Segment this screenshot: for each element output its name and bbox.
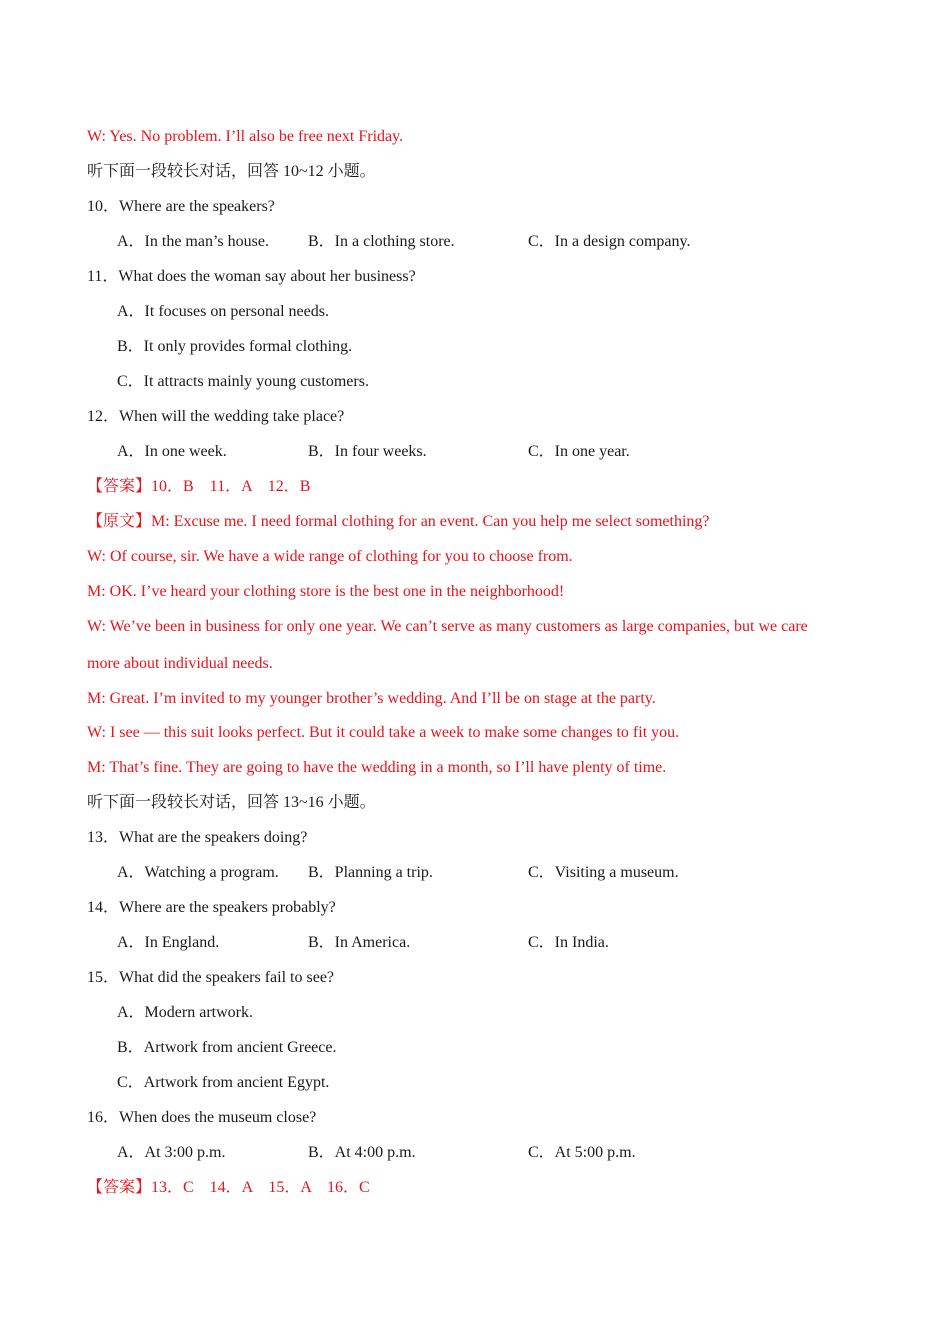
q14-option-a: A．In England. <box>117 934 220 951</box>
transcript-line: M: OK. I’ve heard your clothing store is the best one in the neighborhood! <box>87 583 565 600</box>
q11-option-b: B．It only provides formal clothing. <box>117 338 353 355</box>
question-13-stem: 13．What are the speakers doing? <box>87 829 308 846</box>
transcript-line: 【原文】M: Excuse me. I need formal clothing for an event. Can you help me select something? <box>87 513 710 530</box>
q14-option-c: C．In India. <box>528 934 609 951</box>
section-instruction: 听下面一段较长对话，回答 10~12 小题。 <box>87 163 376 180</box>
transcript-line: W: We’ve been in business for only one year. We can’t serve as many customers as large companies, but we care <box>87 618 808 635</box>
q15-option-c: C．Artwork from ancient Egypt. <box>117 1074 330 1091</box>
answer-key: 【答案】10．B 11．A 12．B <box>87 478 311 495</box>
q12-option-a: A．In one week. <box>117 443 227 460</box>
q12-option-c: C．In one year. <box>528 443 630 460</box>
q10-option-b: B．In a clothing store. <box>308 233 455 250</box>
q12-option-b: B．In four weeks. <box>308 443 427 460</box>
q16-option-a: A．At 3:00 p.m. <box>117 1144 226 1161</box>
q16-option-c: C．At 5:00 p.m. <box>528 1144 636 1161</box>
question-11-stem: 11．What does the woman say about her business? <box>87 268 416 285</box>
question-14-stem: 14．Where are the speakers probably? <box>87 899 336 916</box>
transcript-line: W: I see — this suit looks perfect. But it could take a week to make some changes to fit you. <box>87 724 680 741</box>
transcript-line: more about individual needs. <box>87 655 273 672</box>
dialogue-line: W: Yes. No problem. I’ll also be free next Friday. <box>87 128 404 145</box>
transcript-line: M: That’s fine. They are going to have the wedding in a month, so I’ll have plenty of time. <box>87 759 667 776</box>
q10-option-a: A．In the man’s house. <box>117 233 269 250</box>
question-12-stem: 12．When will the wedding take place? <box>87 408 345 425</box>
section-instruction: 听下面一段较长对话，回答 13~16 小题。 <box>87 794 376 811</box>
question-15-stem: 15．What did the speakers fail to see? <box>87 969 335 986</box>
question-10-stem: 10．Where are the speakers? <box>87 198 275 215</box>
transcript-line: W: Of course, sir. We have a wide range of clothing for you to choose from. <box>87 548 573 565</box>
q16-option-b: B．At 4:00 p.m. <box>308 1144 416 1161</box>
answer-key: 【答案】13．C 14．A 15．A 16．C <box>87 1179 370 1196</box>
question-16-stem: 16．When does the museum close? <box>87 1109 317 1126</box>
transcript-line: M: Great. I’m invited to my younger brother’s wedding. And I’ll be on stage at the party. <box>87 690 656 707</box>
q15-option-b: B．Artwork from ancient Greece. <box>117 1039 337 1056</box>
q11-option-c: C．It attracts mainly young customers. <box>117 373 369 390</box>
q10-option-c: C．In a design company. <box>528 233 691 250</box>
q14-option-b: B．In America. <box>308 934 411 951</box>
q13-option-a: A．Watching a program. <box>117 864 279 881</box>
q13-option-c: C．Visiting a museum. <box>528 864 679 881</box>
q11-option-a: A．It focuses on personal needs. <box>117 303 329 320</box>
q15-option-a: A．Modern artwork. <box>117 1004 253 1021</box>
q13-option-b: B．Planning a trip. <box>308 864 433 881</box>
